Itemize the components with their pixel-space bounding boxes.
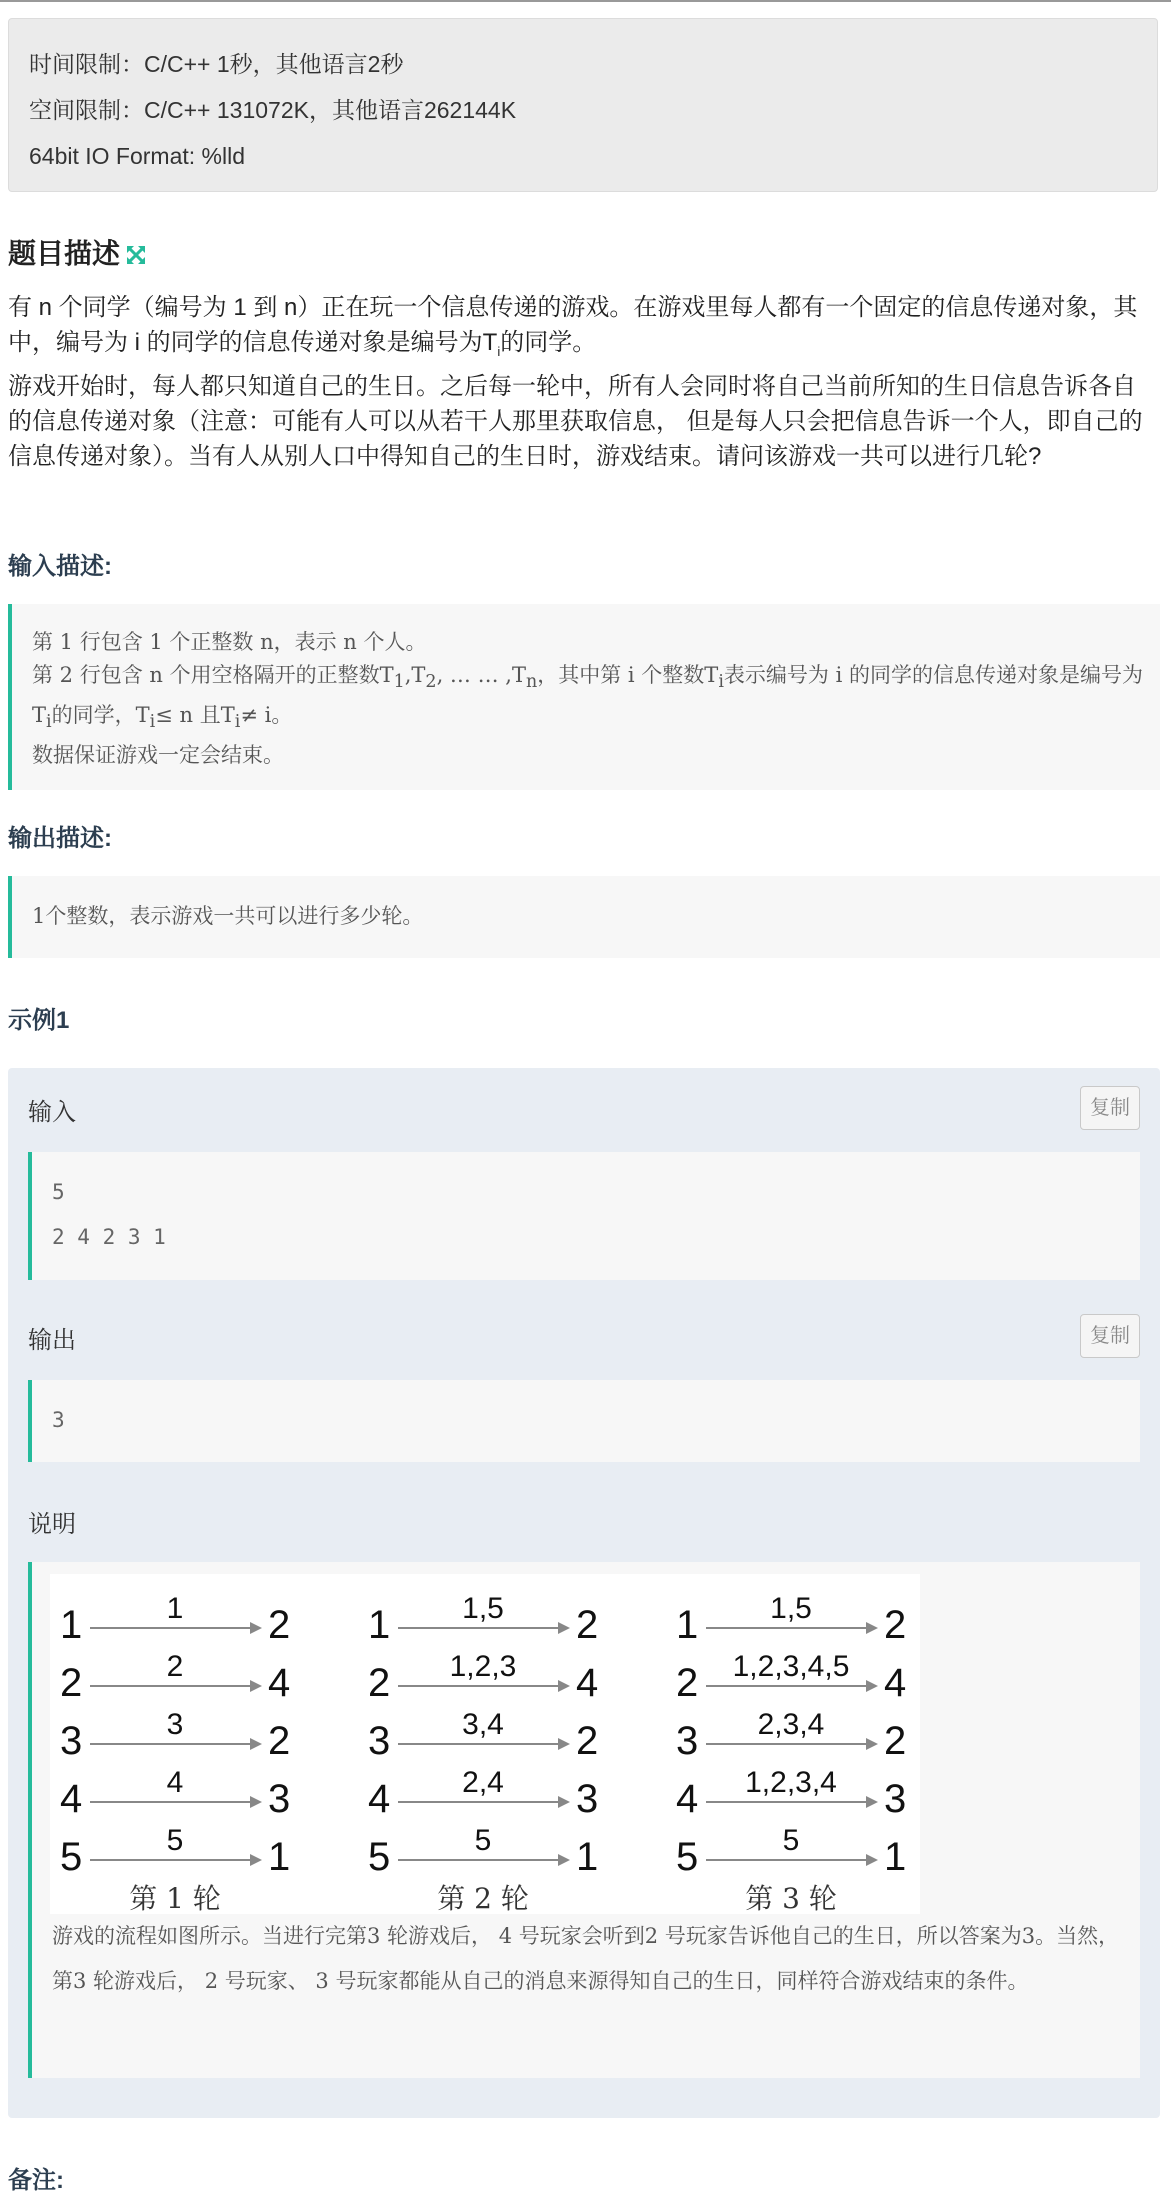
message-flow-figure bbox=[50, 1574, 920, 1914]
figure-node-to: 2 bbox=[268, 1603, 291, 1647]
input-description-line: 第 2 行包含 n 个用空格隔开的正整数$T_1,T_2$, … … $,T_n$，其中第 i 个整数$T_i$表示编号为 i 的同学的信息传递对象是编号为$T_i$的同学，$T_i\le n$ 且$T_i\ne i$。 bbox=[32, 663, 1143, 733]
figure-node-from: 5 bbox=[368, 1835, 391, 1879]
figure-node-to: 1 bbox=[576, 1835, 599, 1879]
figure-node-to: 2 bbox=[576, 1719, 599, 1763]
figure-node-to: 2 bbox=[884, 1603, 907, 1647]
figure-info-label: 1,2,3 bbox=[449, 1650, 517, 1683]
example-input-code[interactable] bbox=[28, 1152, 1140, 1280]
copy-output-button[interactable]: 复制 bbox=[1080, 1314, 1140, 1358]
figure-node-from: 3 bbox=[676, 1719, 699, 1763]
example-box bbox=[8, 1068, 1160, 2118]
figure-node-to: 3 bbox=[884, 1777, 907, 1821]
figure-info-label: 1,5 bbox=[462, 1592, 504, 1625]
figure-node-to: 2 bbox=[884, 1719, 907, 1763]
description-paragraph: 游戏开始时，每人都只知道自己的生日。之后每一轮中，所有人会同时将自己当前所知的生日信息告诉各自的信息传递对象（注意：可能有人可以从若干人那里获取信息， 但是每人只会把信息告诉一个人，即自己的信息传递对象）。当有人从别人口中得知自己的生日时，游戏结束。请问该游戏一共可以进行几轮? bbox=[8, 372, 1143, 470]
figure-node-to: 1 bbox=[884, 1835, 907, 1879]
code-line: 5 bbox=[52, 1180, 65, 1204]
figure-node-from: 2 bbox=[60, 1661, 83, 1705]
figure-node-to: 4 bbox=[884, 1661, 907, 1705]
expand-icon[interactable] bbox=[126, 240, 146, 272]
figure-node-to: 2 bbox=[576, 1603, 599, 1647]
figure-node-from: 1 bbox=[676, 1603, 699, 1647]
copy-input-button[interactable]: 复制 bbox=[1080, 1086, 1140, 1130]
figure-info-label: 2,4 bbox=[462, 1766, 504, 1799]
code-line: 2 4 2 3 1 bbox=[52, 1225, 166, 1249]
io-format: 64bit IO Format: %lld bbox=[29, 143, 246, 169]
figure-node-from: 3 bbox=[60, 1719, 83, 1763]
figure-node-from: 2 bbox=[676, 1661, 699, 1705]
figure-info-label: 1,2,3,4,5 bbox=[732, 1650, 850, 1683]
figure-node-to: 1 bbox=[268, 1835, 291, 1879]
figure-node-to: 4 bbox=[576, 1661, 599, 1705]
example-explain-label: 说明 bbox=[28, 1511, 76, 1538]
figure-node-from: 3 bbox=[368, 1719, 391, 1763]
example-output-label: 输出 bbox=[28, 1327, 76, 1354]
problem-title bbox=[8, 232, 146, 272]
notes-label: 备注: bbox=[8, 2167, 64, 2194]
top-divider bbox=[0, 0, 1171, 2]
figure-node-from: 4 bbox=[60, 1777, 83, 1821]
figure-info-label: 5 bbox=[166, 1824, 184, 1857]
figure-round-caption: 第 3 轮 bbox=[745, 1882, 837, 1914]
figure-info-label: 2 bbox=[166, 1650, 184, 1683]
figure-round-caption: 第 1 轮 bbox=[129, 1882, 221, 1914]
space-limit: 空间限制：C/C++ 131072K，其他语言262144K bbox=[29, 97, 517, 123]
example-output-code[interactable] bbox=[28, 1380, 1140, 1462]
figure-info-label: 5 bbox=[474, 1824, 492, 1857]
figure-round-caption: 第 2 轮 bbox=[437, 1882, 529, 1914]
figure-node-to: 3 bbox=[576, 1777, 599, 1821]
figure-info-label: 1 bbox=[166, 1592, 184, 1625]
explanation-text: 游戏的流程如图所示。当进行完第3 轮游戏后， 4 号玩家会听到2 号玩家告诉他自己的生日，所以答案为3。当然，第3 轮游戏后， 2 号玩家、 3 号玩家都能从自己的消息来源得知自己的生日，同样符合游戏结束的条件。 bbox=[52, 1924, 1120, 1993]
figure-node-to: 4 bbox=[268, 1661, 291, 1705]
input-description-box bbox=[8, 604, 1160, 790]
figure-node-from: 4 bbox=[676, 1777, 699, 1821]
figure-node-from: 5 bbox=[60, 1835, 83, 1879]
example-label: 示例1 bbox=[8, 1007, 70, 1034]
problem-description bbox=[8, 290, 1158, 474]
figure-node-from: 5 bbox=[676, 1835, 699, 1879]
figure-node-from: 1 bbox=[60, 1603, 83, 1647]
problem-title-text: 题目描述 bbox=[8, 238, 121, 269]
description-paragraph: 有 n 个同学（编号为 1 到 n）正在玩一个信息传递的游戏。在游戏里每人都有一个固定的信息传递对象，其中，编号为 i 的同学的信息传递对象是编号为$T_i$的同学。 bbox=[8, 294, 1138, 359]
output-description-box bbox=[8, 876, 1160, 958]
figure-node-to: 3 bbox=[268, 1777, 291, 1821]
figure-info-label: 1,2,3,4 bbox=[745, 1766, 837, 1799]
figure-info-label: 5 bbox=[782, 1824, 800, 1857]
input-description-label: 输入描述: bbox=[8, 553, 112, 580]
figure-info-label: 3,4 bbox=[462, 1708, 504, 1741]
figure-node-from: 4 bbox=[368, 1777, 391, 1821]
figure-info-label: 3 bbox=[166, 1708, 184, 1741]
output-description-label: 输出描述: bbox=[8, 825, 112, 852]
figure-node-to: 2 bbox=[268, 1719, 291, 1763]
input-description-line: 第 1 行包含 1 个正整数 n，表示 n 个人。 bbox=[32, 630, 427, 654]
code-line: 3 bbox=[52, 1408, 65, 1432]
example-explanation bbox=[28, 1562, 1140, 2078]
time-limit: 时间限制：C/C++ 1秒，其他语言2秒 bbox=[29, 51, 404, 77]
example-input-label: 输入 bbox=[28, 1099, 76, 1126]
input-description-line: 数据保证游戏一定会结束。 bbox=[32, 743, 284, 768]
figure-info-label: 1,5 bbox=[770, 1592, 812, 1625]
limits-panel bbox=[8, 18, 1158, 192]
figure-node-from: 1 bbox=[368, 1603, 391, 1647]
figure-node-from: 2 bbox=[368, 1661, 391, 1705]
output-description-line: 1个整数，表示游戏一共可以进行多少轮。 bbox=[32, 904, 424, 928]
figure-info-label: 4 bbox=[166, 1766, 184, 1799]
figure-info-label: 2,3,4 bbox=[757, 1708, 825, 1741]
